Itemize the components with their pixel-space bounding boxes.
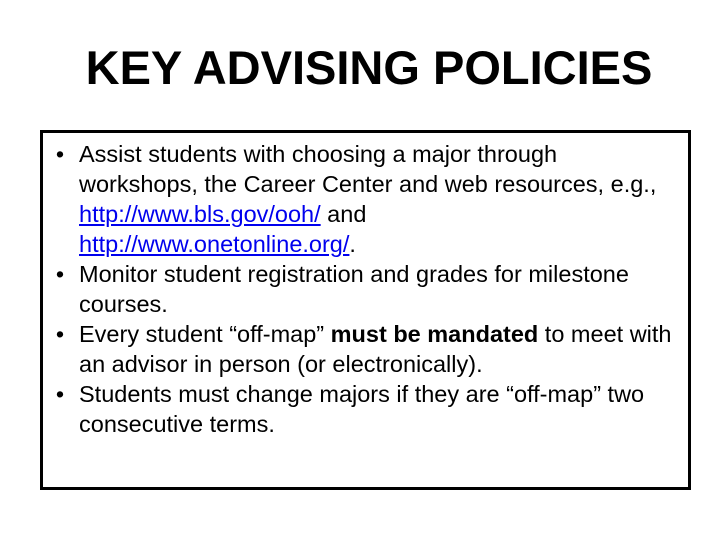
bullet-text: . — [349, 231, 356, 257]
bullet-text: to meet with an advisor in person (or electronically). — [79, 321, 672, 377]
bullet-icon: • — [55, 321, 65, 347]
onetonline-link[interactable]: http://www.onetonline.org/ — [79, 231, 350, 257]
policy-list — [55, 139, 678, 439]
bullet-text: Students must change majors if they are “off-map” two consecutive terms. — [79, 381, 645, 437]
bullet-icon: • — [55, 261, 65, 287]
bullet-icon: • — [55, 141, 65, 167]
bullet-icon: • — [55, 381, 65, 407]
policies-box — [40, 130, 691, 490]
bullet-text: Assist students with choosing a major through workshops, the Career Center and web resources, e.g., — [79, 141, 657, 197]
list-item — [55, 379, 678, 439]
bls-ooh-link[interactable]: http://www.bls.gov/ooh/ — [79, 201, 321, 227]
slide-title: KEY ADVISING POLICIES — [85, 41, 653, 94]
bullet-text: and — [320, 201, 367, 227]
bullet-text: Every student “off-map” — [79, 321, 331, 347]
list-item — [55, 139, 678, 259]
list-item — [55, 259, 678, 319]
bullet-text: Monitor student registration and grades for milestone courses. — [79, 261, 629, 317]
list-item — [55, 319, 678, 379]
bullet-emphasis: must be mandated — [330, 321, 539, 347]
